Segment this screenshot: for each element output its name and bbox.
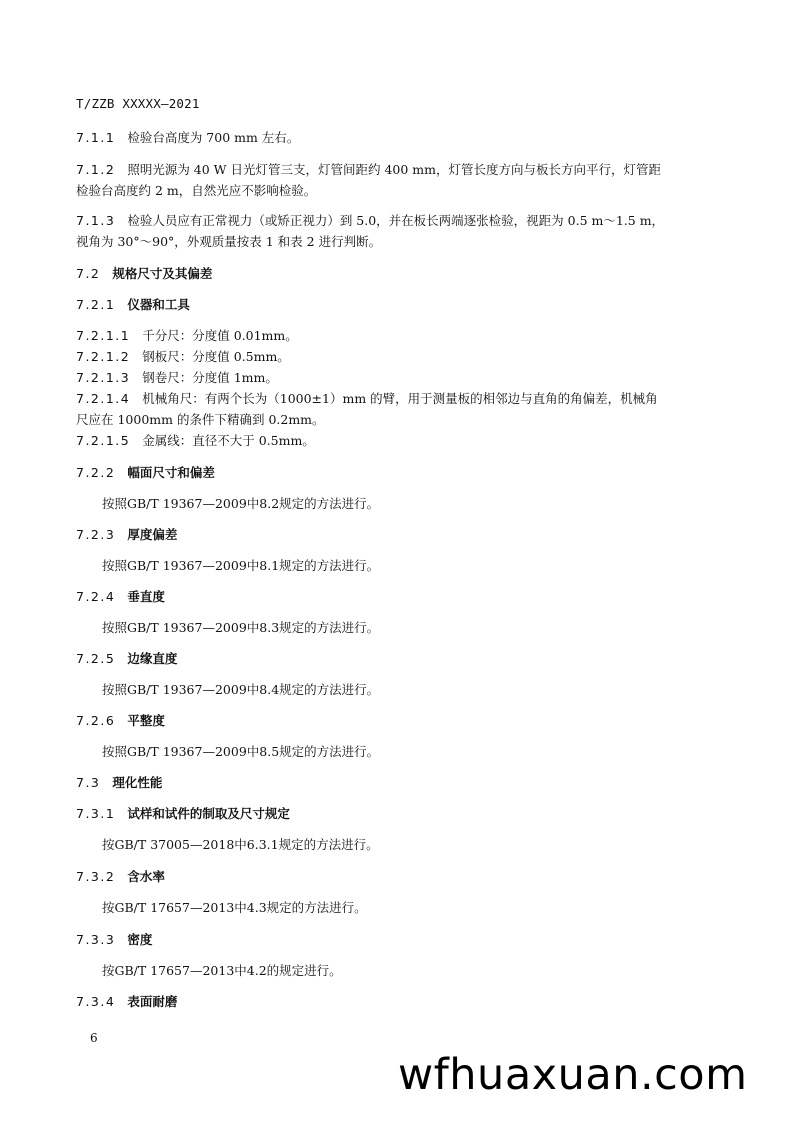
clause-text: 视角为 30°～90°，外观质量按表 1 和表 2 进行判断。 [76,234,382,249]
heading-7-2-5 [76,648,716,670]
heading-title: 含水率 [127,869,165,884]
heading-title: 规格尺寸及其偏差 [112,266,213,281]
item-text: 金属线：直径不大于 0.5mm。 [142,433,315,448]
item-number: 7.2.1.5 [76,433,131,448]
heading-number: 7.3.2 [76,869,116,884]
item-text: 钢板尺：分度值 0.5mm。 [142,349,290,364]
body-7-2-3: 按照GB/T 19367—2009中8.1规定的方法进行。 [102,558,380,573]
heading-number: 7.3.3 [76,932,116,947]
item-7-2-1-2 [76,346,716,368]
item-number: 7.2.1.3 [76,370,131,385]
heading-title: 平整度 [127,713,165,728]
heading-7-2-4 [76,586,716,608]
heading-7-3-1 [76,803,716,825]
clause-7-1-2 [76,159,716,181]
clause-7-1-2-cont [76,180,716,202]
page-number: 6 [90,1031,98,1045]
item-7-2-1-4 [76,388,716,410]
clause-number: 7.1.2 [76,162,116,177]
heading-number: 7.2.5 [76,651,116,666]
clause-text: 检验台高度为 700 mm 左右。 [127,130,300,145]
heading-7-2-3 [76,524,716,546]
document-header: T/ZZB XXXXX—2021 [76,96,200,111]
item-number: 7.2.1.1 [76,328,131,343]
heading-7-3-2 [76,866,716,888]
clause-number: 7.1.3 [76,213,116,228]
watermark-text: wfhuaxuan.com [398,1050,748,1100]
heading-title: 仪器和工具 [127,297,190,312]
heading-7-2 [76,263,716,285]
heading-title: 幅面尺寸和偏差 [127,465,215,480]
item-text: 千分尺：分度值 0.01mm。 [142,328,298,343]
heading-number: 7.2.2 [76,465,116,480]
clause-7-1-3 [76,210,716,232]
heading-number: 7.2.1 [76,297,116,312]
heading-title: 表面耐磨 [127,994,178,1009]
item-7-2-1-4-cont [76,409,716,431]
heading-number: 7.2 [76,266,101,281]
heading-title: 试样和试件的制取及尺寸规定 [127,806,290,821]
body-7-3-1: 按GB/T 37005—2018中6.3.1规定的方法进行。 [102,837,379,852]
heading-number: 7.2.3 [76,527,116,542]
heading-number: 7.2.6 [76,713,116,728]
body-7-2-2: 按照GB/T 19367—2009中8.2规定的方法进行。 [102,496,380,511]
heading-title: 边缘直度 [127,651,178,666]
heading-title: 理化性能 [112,775,163,790]
item-7-2-1-1 [76,325,716,347]
body-7-2-6: 按照GB/T 19367—2009中8.5规定的方法进行。 [102,744,380,759]
clause-text: 照明光源为 40 W 日光灯管三支，灯管间距约 400 mm，灯管长度方向与板长方向平行，灯管距 [127,162,661,177]
clause-text: 检验台高度约 2 m，自然光应不影响检验。 [76,183,317,198]
clause-number: 7.1.1 [76,130,116,145]
heading-7-2-1 [76,294,716,316]
item-text: 尺应在 1000mm 的条件下精确到 0.2mm。 [76,412,325,427]
heading-number: 7.3 [76,775,101,790]
heading-7-2-6 [76,710,716,732]
item-7-2-1-5 [76,430,716,452]
item-7-2-1-3 [76,367,716,389]
item-number: 7.2.1.4 [76,391,131,406]
heading-number: 7.3.1 [76,806,116,821]
heading-7-3-4 [76,991,716,1013]
body-7-2-4: 按照GB/T 19367—2009中8.3规定的方法进行。 [102,620,380,635]
heading-7-3-3 [76,929,716,951]
body-7-2-5: 按照GB/T 19367—2009中8.4规定的方法进行。 [102,682,380,697]
heading-7-3 [76,772,716,794]
heading-number: 7.3.4 [76,994,116,1009]
item-text: 钢卷尺：分度值 1mm。 [142,370,278,385]
heading-title: 厚度偏差 [127,527,178,542]
clause-7-1-1 [76,127,716,149]
heading-title: 垂直度 [127,589,165,604]
clause-7-1-3-cont [76,231,716,253]
item-number: 7.2.1.2 [76,349,131,364]
heading-number: 7.2.4 [76,589,116,604]
heading-title: 密度 [127,932,153,947]
body-7-3-2: 按GB/T 17657—2013中4.3规定的方法进行。 [102,900,367,915]
heading-7-2-2 [76,462,716,484]
body-7-3-3: 按GB/T 17657—2013中4.2的规定进行。 [102,963,342,978]
clause-text: 检验人员应有正常视力（或矫正视力）到 5.0，并在板长两端逐张检验，视距为 0.5 m～1.5 m， [127,213,665,228]
item-text: 机械角尺：有两个长为（1000±1）mm 的臂，用于测量板的相邻边与直角的角偏差，机械角 [142,391,658,406]
